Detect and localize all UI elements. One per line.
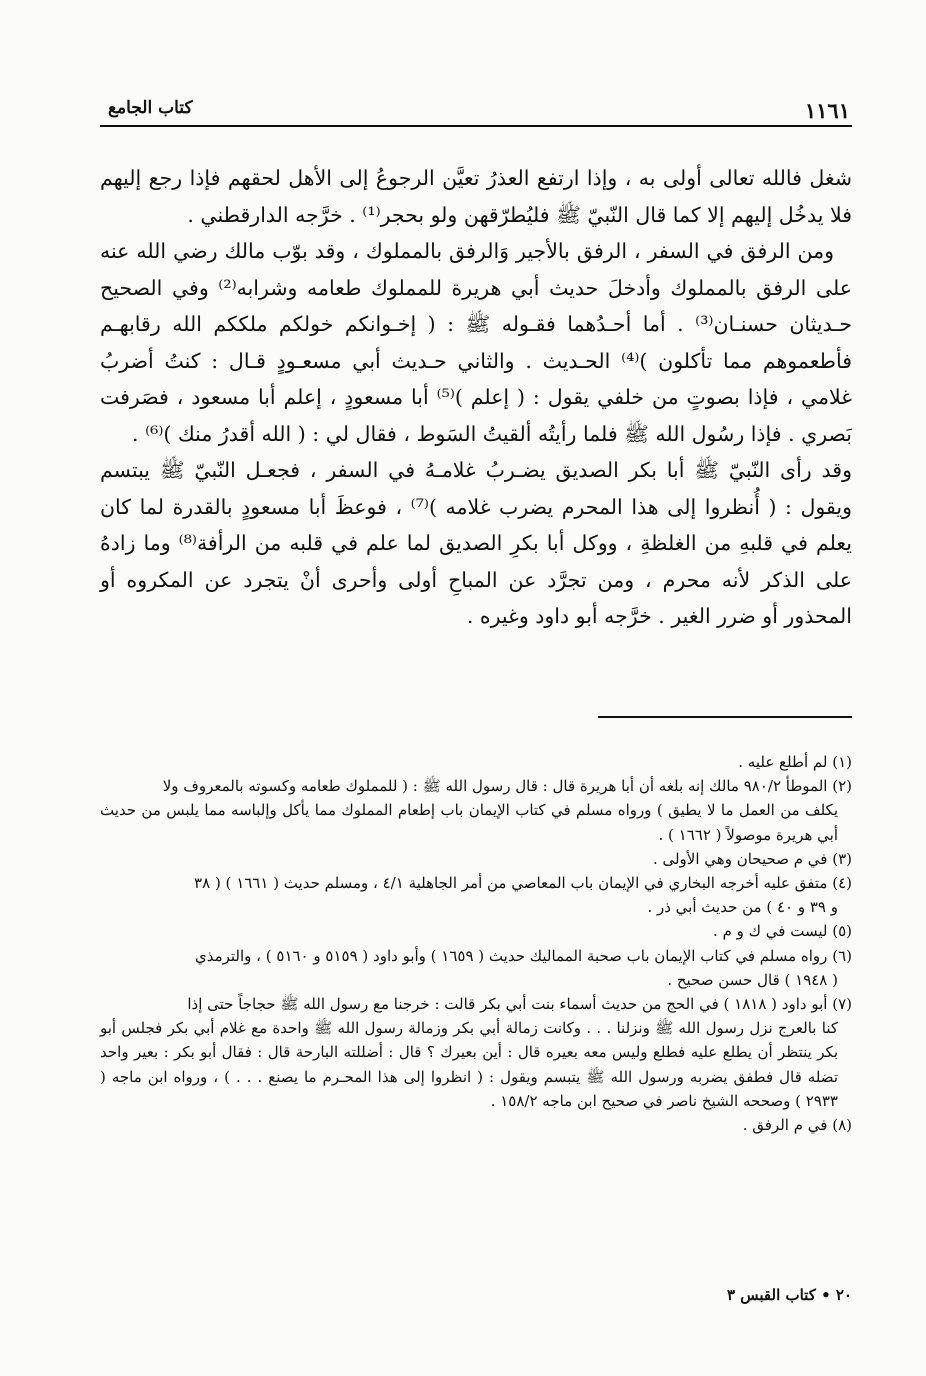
footnote-text: في م صحيحان وهي الأولى . xyxy=(652,849,828,868)
footnote-continuation: يكلف من العمل ما لا يطيق ) ورواه مسلم في كتاب الإيمان باب إطعام المملوك مما يأكل وإلباسه مما يلبس من حديث أبي هريرة موصولاً ( ١٦٦٢ ) . xyxy=(100,801,838,844)
footnote-text: أبو داود ( ١٨١٨ ) في الحج من حديث أسماء بنت أبي بكر قالت : خرجنا مع رسول الله ﷺ حجاجاً حتى إذا xyxy=(187,995,828,1014)
printer-signature: ٢٠ • كتاب القبس ٣ xyxy=(727,1286,852,1304)
footnote-text: متفق عليه أخرجه البخاري في الإيمان باب المعاصي من أمر الجاهلية ٤/١ ، ومسلم حديث ( ١٦٦١ ) ( ٣٨ xyxy=(194,874,828,893)
footnote-text: لم أطلع عليه . xyxy=(738,753,828,771)
footnote xyxy=(100,1113,852,1137)
footnote-continuation: و ٣٩ و ٤٠ ) من حديث أبي ذر . xyxy=(647,898,838,917)
footnote xyxy=(100,992,852,1113)
footnote-label: (١) xyxy=(832,753,852,771)
footnote-text: رواه مسلم في كتاب الإيمان باب صحبة المماليك حديث ( ١٦٥٩ ) وأبو داود ( ٥١٥٩ و ٥١٦٠ ) ، والترمذي xyxy=(194,946,828,965)
footnote-label: (٤) xyxy=(832,874,852,893)
footnote xyxy=(100,871,852,919)
footnote-text: في م الرفق . xyxy=(742,1116,828,1135)
paragraph: وقد رأى النّبيّ ﷺ أبا بكر الصديق يضـربُ غلامـهُ في السفر ، فجعـل النّبيّ ﷺ يبتسم ويقول : ( أُنظروا إلى هذا المحرم يضرب غلامه )⁽⁷⁾ ، فوعظَ أبا مسعودٍ بالقدرة لما كان يعلم في قلبهِ من الغلظةِ ، ووكل أبا بكرِ الصديق لما علم في قلبه من الرأفة⁽⁸⁾ وما زادهُ على الذكر لأنه محرم ، ومن تجرَّد عن المباحِ أولى وأحرى أنْ يتجرد عن المكروه أو المحذور أو ضرر الغير . خرَّجه أبو داود وغيره . xyxy=(100,458,853,628)
footnote-label: (٢) xyxy=(832,777,852,796)
footnote xyxy=(100,919,852,943)
paragraph: شغل فالله تعالى أولى به ، وإذا ارتفع العذرُ تعيَّن الرجوعُ إلى الأهل لحقهم فإذا رجع إليهم فلا يدخُل إليهم إلا كما قال النّبيّ ﷺ فليُطرّقهن ولو بحجر⁽¹⁾ . خرَّجه الدارقطني . xyxy=(100,166,852,227)
footnotes-list xyxy=(100,750,852,1137)
footnote xyxy=(100,750,852,774)
footnote xyxy=(100,847,852,871)
header-rule xyxy=(100,125,852,127)
footnote xyxy=(100,774,852,847)
running-title: كتاب الجامع xyxy=(108,98,193,118)
footnote-text: الموطأ ٩٨٠/٢ مالك إنه بلغه أن أبا هريرة قال : قال رسول الله ﷺ : ( للمملوك طعامه وكسوته بالمعروف ولا xyxy=(162,777,828,796)
footnote-text: ليست في ك و م . xyxy=(713,922,828,941)
footnote-label: (٥) xyxy=(832,922,852,941)
paragraph: ومن الرفق في السفر ، الرفق بالأجير وَالرفق بالمملوك ، وقد بوّب مالك رضي الله عنه على الرفق بالمملوك وأدخلَ حديث أبي هريرة للمملوك طعامه وشرابه⁽²⁾ وفي الصحيح حـديثان حسنـان⁽³⁾ . أما أحـدُهما فقـوله ﷺ : ( إخـوانكم خولكم ملككم الله رقابهـم فأطعموهم مما تأكلون )⁽⁴⁾ الحـديث . والثاني حـديث أبي مسعـودٍ قـال : كنتُ أضربُ غلامي ، فإذا بصوتٍ من خلفي يقول : ( إعلم )⁽⁵⁾ أبا مسعودٍ ، إعلم أبا مسعود ، فصَرفت بَصري . فإذا رسُول الله ﷺ فلما رأيتُه ألقيتُ السَوط ، فقال لي : ( الله أقدرُ منك )⁽⁶⁾ . xyxy=(100,239,852,446)
footnote-label: (٨) xyxy=(832,1116,852,1135)
page-number: ١١٦١ xyxy=(804,98,850,123)
page-header xyxy=(100,88,852,123)
footnote xyxy=(100,944,852,992)
footnote-continuation: ( ١٩٤٨ ) قال حسن صحيح . xyxy=(667,970,838,989)
footnote-label: (٣) xyxy=(832,849,852,868)
footnote-label: (٧) xyxy=(832,995,852,1014)
footnote-separator xyxy=(598,716,852,718)
footnote-continuation: كنا بالعرج نزل رسول الله ﷺ ونزلنا . . . وكانت زمالة أبي بكر وزمالة رسول الله ﷺ واحدة مع غلام أبي بكر فجلس أبو بكر ينتظر أن يطلع عليه فطلع وليس معه بعيره قال : أين بعيرك ؟ قال : أضللته البارحة قال : فقال أبو بكر : بعير واحد تضله قال فطفق يضربه ورسول الله ﷺ يتبسم ويقول : ( انظروا إلى هذا المحـرم ما يصنع . . . ) ، ورواه ابن ماجه ( ٢٩٣٣ ) وصححه الشيخ ناصر في صحيح ابن ماجه ١٥٨/٢ . xyxy=(100,1019,838,1110)
footnote-label: (٦) xyxy=(832,946,852,965)
main-text xyxy=(100,160,852,635)
